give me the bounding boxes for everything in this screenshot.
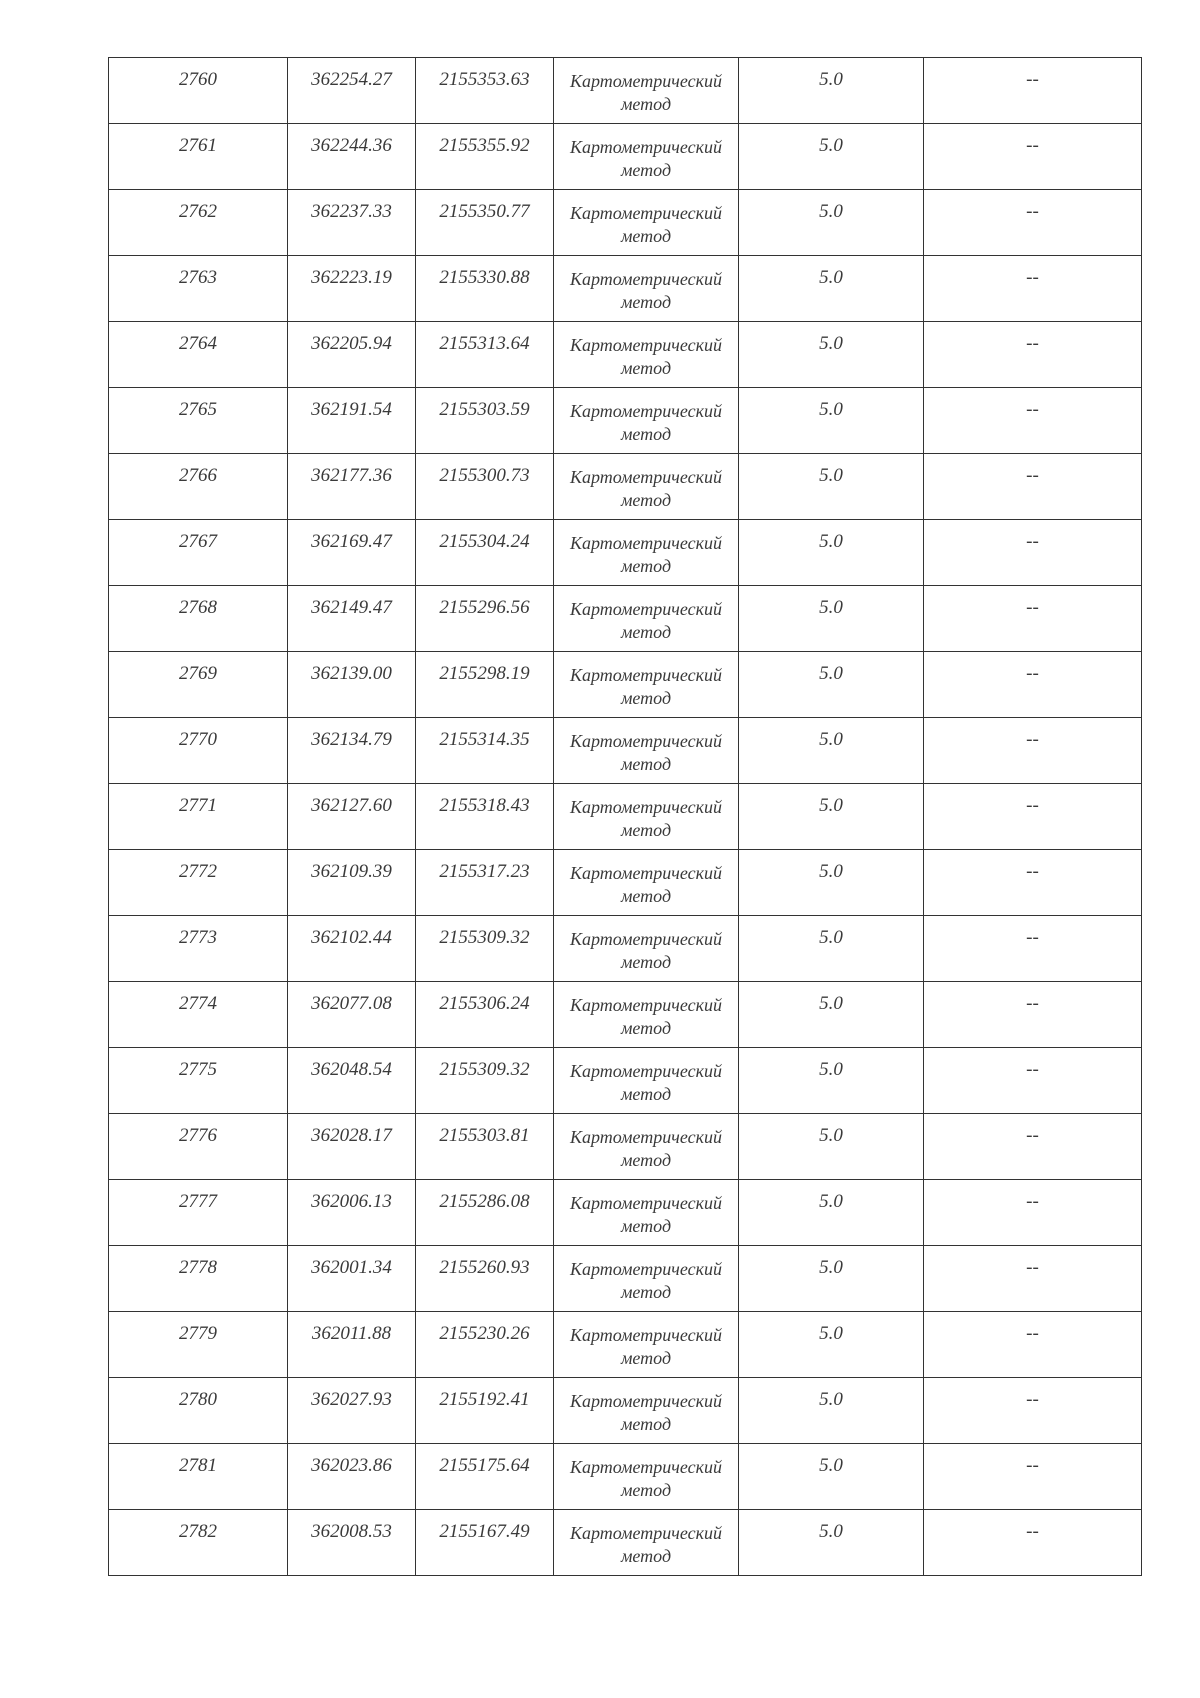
note-cell: --	[924, 1444, 1142, 1510]
method-cell: Картометрический метод	[554, 652, 739, 718]
x-coordinate-cell: 362223.19	[288, 256, 416, 322]
method-cell: Картометрический метод	[554, 1048, 739, 1114]
table-row	[109, 190, 1142, 256]
point-number-cell: 2773	[109, 916, 288, 982]
precision-cell: 5.0	[739, 454, 924, 520]
x-coordinate-cell: 362109.39	[288, 850, 416, 916]
y-coordinate-cell: 2155303.81	[416, 1114, 554, 1180]
y-coordinate-cell: 2155330.88	[416, 256, 554, 322]
method-cell: Картометрический метод	[554, 1246, 739, 1312]
x-coordinate-cell: 362008.53	[288, 1510, 416, 1576]
coordinates-table-body	[109, 58, 1142, 1576]
table-row	[109, 1378, 1142, 1444]
x-coordinate-cell: 362011.88	[288, 1312, 416, 1378]
note-cell: --	[924, 190, 1142, 256]
point-number-cell: 2778	[109, 1246, 288, 1312]
table-row	[109, 718, 1142, 784]
note-cell: --	[924, 850, 1142, 916]
method-cell: Картометрический метод	[554, 916, 739, 982]
note-cell: --	[924, 256, 1142, 322]
table-row	[109, 1180, 1142, 1246]
table-row	[109, 454, 1142, 520]
method-cell: Картометрический метод	[554, 1378, 739, 1444]
point-number-cell: 2775	[109, 1048, 288, 1114]
table-row	[109, 1246, 1142, 1312]
precision-cell: 5.0	[739, 718, 924, 784]
note-cell: --	[924, 916, 1142, 982]
precision-cell: 5.0	[739, 58, 924, 124]
x-coordinate-cell: 362048.54	[288, 1048, 416, 1114]
precision-cell: 5.0	[739, 1114, 924, 1180]
method-cell: Картометрический метод	[554, 784, 739, 850]
x-coordinate-cell: 362077.08	[288, 982, 416, 1048]
x-coordinate-cell: 362191.54	[288, 388, 416, 454]
precision-cell: 5.0	[739, 124, 924, 190]
precision-cell: 5.0	[739, 1048, 924, 1114]
x-coordinate-cell: 362028.17	[288, 1114, 416, 1180]
point-number-cell: 2769	[109, 652, 288, 718]
point-number-cell: 2768	[109, 586, 288, 652]
note-cell: --	[924, 1510, 1142, 1576]
y-coordinate-cell: 2155306.24	[416, 982, 554, 1048]
note-cell: --	[924, 520, 1142, 586]
note-cell: --	[924, 124, 1142, 190]
precision-cell: 5.0	[739, 256, 924, 322]
table-row	[109, 388, 1142, 454]
note-cell: --	[924, 1048, 1142, 1114]
table-row	[109, 1312, 1142, 1378]
x-coordinate-cell: 362139.00	[288, 652, 416, 718]
method-cell: Картометрический метод	[554, 718, 739, 784]
table-row	[109, 850, 1142, 916]
y-coordinate-cell: 2155303.59	[416, 388, 554, 454]
y-coordinate-cell: 2155350.77	[416, 190, 554, 256]
y-coordinate-cell: 2155192.41	[416, 1378, 554, 1444]
method-cell: Картометрический метод	[554, 1444, 739, 1510]
precision-cell: 5.0	[739, 1444, 924, 1510]
point-number-cell: 2774	[109, 982, 288, 1048]
precision-cell: 5.0	[739, 652, 924, 718]
point-number-cell: 2760	[109, 58, 288, 124]
x-coordinate-cell: 362134.79	[288, 718, 416, 784]
note-cell: --	[924, 1312, 1142, 1378]
table-row	[109, 1114, 1142, 1180]
point-number-cell: 2763	[109, 256, 288, 322]
table-row	[109, 1444, 1142, 1510]
point-number-cell: 2780	[109, 1378, 288, 1444]
y-coordinate-cell: 2155298.19	[416, 652, 554, 718]
y-coordinate-cell: 2155300.73	[416, 454, 554, 520]
precision-cell: 5.0	[739, 1510, 924, 1576]
y-coordinate-cell: 2155314.35	[416, 718, 554, 784]
point-number-cell: 2762	[109, 190, 288, 256]
table-row	[109, 1048, 1142, 1114]
y-coordinate-cell: 2155318.43	[416, 784, 554, 850]
x-coordinate-cell: 362254.27	[288, 58, 416, 124]
point-number-cell: 2772	[109, 850, 288, 916]
x-coordinate-cell: 362237.33	[288, 190, 416, 256]
method-cell: Картометрический метод	[554, 1510, 739, 1576]
table-row	[109, 784, 1142, 850]
method-cell: Картометрический метод	[554, 982, 739, 1048]
table-row	[109, 520, 1142, 586]
method-cell: Картометрический метод	[554, 850, 739, 916]
x-coordinate-cell: 362001.34	[288, 1246, 416, 1312]
table-row	[109, 652, 1142, 718]
y-coordinate-cell: 2155175.64	[416, 1444, 554, 1510]
x-coordinate-cell: 362244.36	[288, 124, 416, 190]
precision-cell: 5.0	[739, 784, 924, 850]
note-cell: --	[924, 586, 1142, 652]
point-number-cell: 2766	[109, 454, 288, 520]
method-cell: Картометрический метод	[554, 1312, 739, 1378]
method-cell: Картометрический метод	[554, 388, 739, 454]
point-number-cell: 2777	[109, 1180, 288, 1246]
table-row	[109, 58, 1142, 124]
point-number-cell: 2771	[109, 784, 288, 850]
note-cell: --	[924, 718, 1142, 784]
note-cell: --	[924, 1378, 1142, 1444]
precision-cell: 5.0	[739, 1246, 924, 1312]
x-coordinate-cell: 362023.86	[288, 1444, 416, 1510]
x-coordinate-cell: 362102.44	[288, 916, 416, 982]
y-coordinate-cell: 2155313.64	[416, 322, 554, 388]
point-number-cell: 2781	[109, 1444, 288, 1510]
y-coordinate-cell: 2155309.32	[416, 916, 554, 982]
x-coordinate-cell: 362127.60	[288, 784, 416, 850]
table-row	[109, 1510, 1142, 1576]
table-row	[109, 916, 1142, 982]
table-row	[109, 982, 1142, 1048]
point-number-cell: 2782	[109, 1510, 288, 1576]
x-coordinate-cell: 362205.94	[288, 322, 416, 388]
note-cell: --	[924, 982, 1142, 1048]
x-coordinate-cell: 362149.47	[288, 586, 416, 652]
y-coordinate-cell: 2155353.63	[416, 58, 554, 124]
precision-cell: 5.0	[739, 190, 924, 256]
method-cell: Картометрический метод	[554, 454, 739, 520]
precision-cell: 5.0	[739, 1180, 924, 1246]
precision-cell: 5.0	[739, 322, 924, 388]
y-coordinate-cell: 2155304.24	[416, 520, 554, 586]
table-row	[109, 256, 1142, 322]
y-coordinate-cell: 2155317.23	[416, 850, 554, 916]
point-number-cell: 2764	[109, 322, 288, 388]
method-cell: Картометрический метод	[554, 190, 739, 256]
precision-cell: 5.0	[739, 520, 924, 586]
y-coordinate-cell: 2155309.32	[416, 1048, 554, 1114]
point-number-cell: 2770	[109, 718, 288, 784]
table-row	[109, 586, 1142, 652]
note-cell: --	[924, 1114, 1142, 1180]
table-row	[109, 322, 1142, 388]
precision-cell: 5.0	[739, 1378, 924, 1444]
note-cell: --	[924, 1180, 1142, 1246]
method-cell: Картометрический метод	[554, 1180, 739, 1246]
method-cell: Картометрический метод	[554, 322, 739, 388]
y-coordinate-cell: 2155355.92	[416, 124, 554, 190]
method-cell: Картометрический метод	[554, 58, 739, 124]
method-cell: Картометрический метод	[554, 256, 739, 322]
note-cell: --	[924, 784, 1142, 850]
method-cell: Картометрический метод	[554, 586, 739, 652]
precision-cell: 5.0	[739, 916, 924, 982]
point-number-cell: 2779	[109, 1312, 288, 1378]
point-number-cell: 2776	[109, 1114, 288, 1180]
y-coordinate-cell: 2155286.08	[416, 1180, 554, 1246]
note-cell: --	[924, 1246, 1142, 1312]
precision-cell: 5.0	[739, 586, 924, 652]
note-cell: --	[924, 58, 1142, 124]
x-coordinate-cell: 362177.36	[288, 454, 416, 520]
precision-cell: 5.0	[739, 850, 924, 916]
point-number-cell: 2767	[109, 520, 288, 586]
y-coordinate-cell: 2155167.49	[416, 1510, 554, 1576]
x-coordinate-cell: 362027.93	[288, 1378, 416, 1444]
note-cell: --	[924, 454, 1142, 520]
note-cell: --	[924, 652, 1142, 718]
y-coordinate-cell: 2155296.56	[416, 586, 554, 652]
table-row	[109, 124, 1142, 190]
note-cell: --	[924, 322, 1142, 388]
point-number-cell: 2765	[109, 388, 288, 454]
x-coordinate-cell: 362006.13	[288, 1180, 416, 1246]
note-cell: --	[924, 388, 1142, 454]
y-coordinate-cell: 2155260.93	[416, 1246, 554, 1312]
precision-cell: 5.0	[739, 1312, 924, 1378]
precision-cell: 5.0	[739, 982, 924, 1048]
precision-cell: 5.0	[739, 388, 924, 454]
y-coordinate-cell: 2155230.26	[416, 1312, 554, 1378]
x-coordinate-cell: 362169.47	[288, 520, 416, 586]
method-cell: Картометрический метод	[554, 520, 739, 586]
point-number-cell: 2761	[109, 124, 288, 190]
method-cell: Картометрический метод	[554, 1114, 739, 1180]
coordinates-table	[108, 57, 1142, 1576]
method-cell: Картометрический метод	[554, 124, 739, 190]
